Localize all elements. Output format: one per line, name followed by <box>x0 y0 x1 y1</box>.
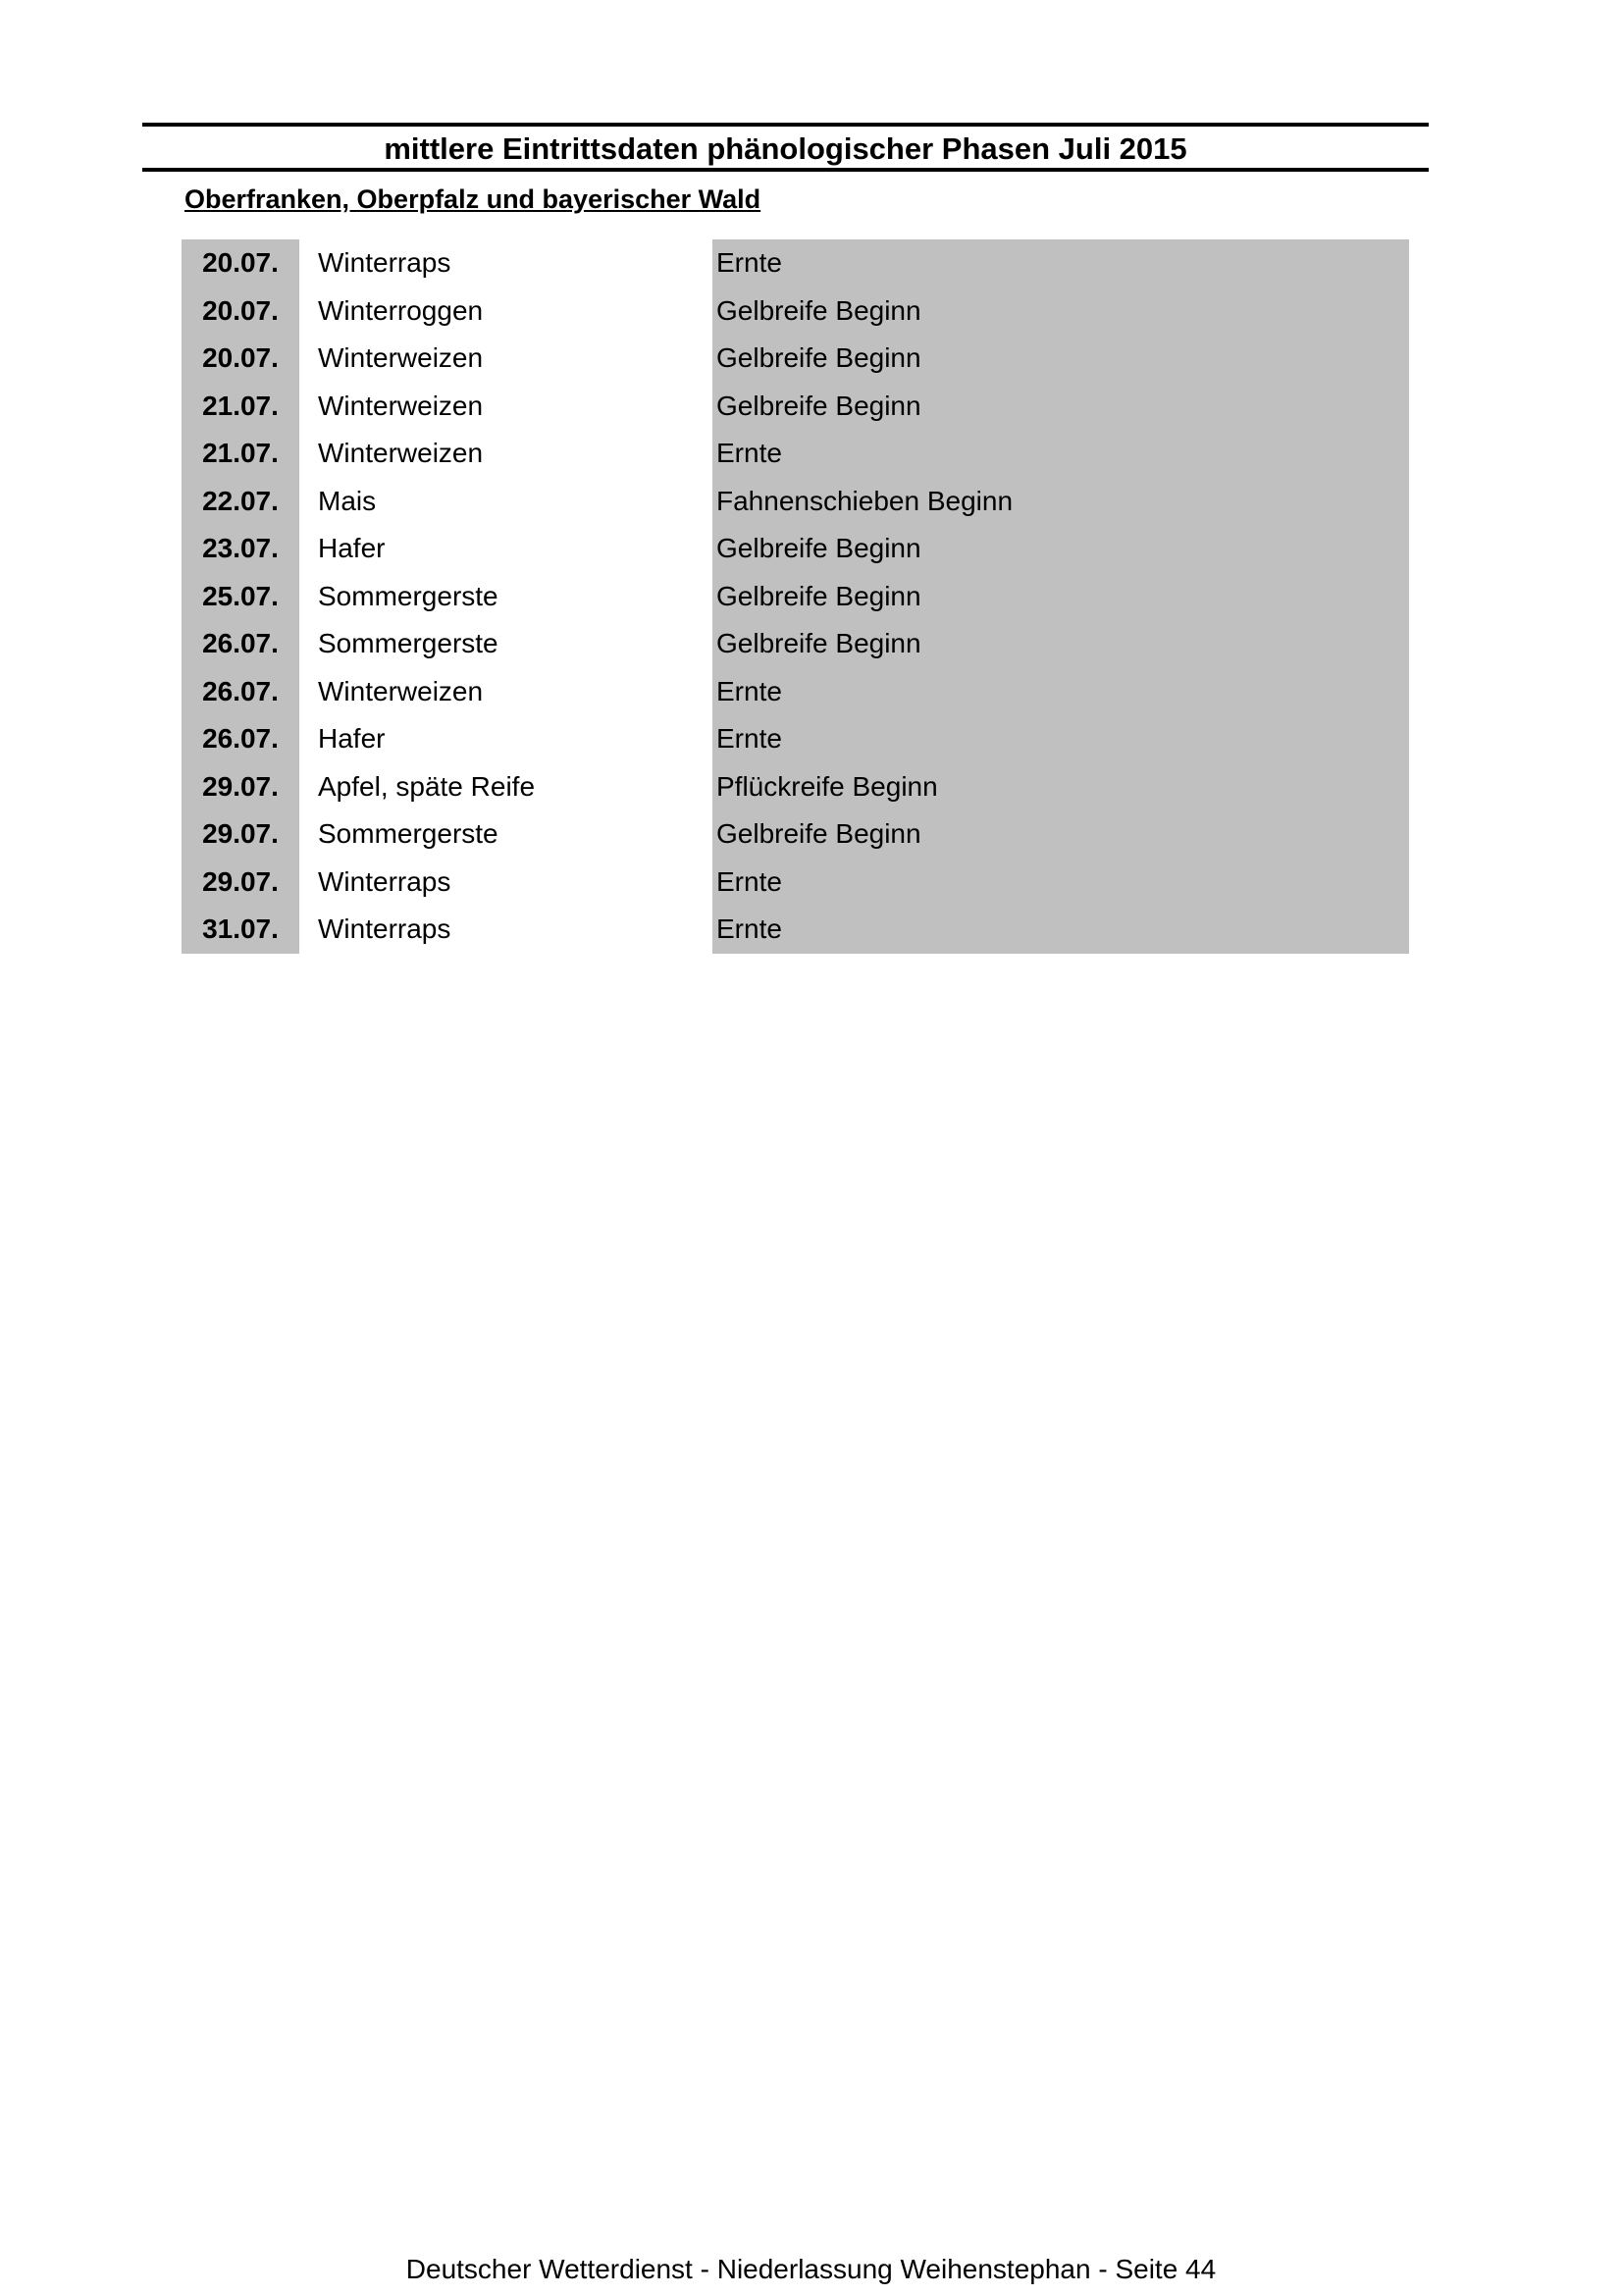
table-row <box>0 859 1622 907</box>
page-footer: Deutscher Wetterdienst - Niederlassung Weihenstephan - Seite 44 <box>405 2254 1217 2284</box>
phase-cell: Gelbreife Beginn <box>716 628 921 658</box>
phase-cell: Pflückreife Beginn <box>716 770 938 802</box>
date-cell: 29.07. <box>202 818 279 849</box>
page-title: mittlere Eintrittsdaten phänologischer Phasen Juli 2015 <box>384 131 1187 166</box>
phenology-table <box>0 239 1622 954</box>
table-row <box>0 763 1622 811</box>
table-row <box>0 620 1622 668</box>
table-row <box>0 668 1622 716</box>
table-row <box>0 573 1622 621</box>
table-row <box>0 287 1622 336</box>
date-cell: 23.07. <box>202 533 279 563</box>
date-cell: 20.07. <box>202 294 279 326</box>
date-cell: 29.07. <box>202 865 279 897</box>
date-cell: 26.07. <box>202 628 279 658</box>
plant-cell: Winterraps <box>318 865 451 897</box>
phase-cell: Ernte <box>716 247 782 278</box>
phase-cell: Ernte <box>716 438 782 468</box>
table-row <box>0 810 1622 859</box>
plant-cell: Sommergerste <box>318 628 498 658</box>
phase-cell: Gelbreife Beginn <box>716 533 921 563</box>
date-cell: 21.07. <box>202 438 279 468</box>
plant-cell: Sommergerste <box>318 580 498 611</box>
date-cell: 25.07. <box>202 580 279 611</box>
phase-cell: Gelbreife Beginn <box>716 294 921 326</box>
date-cell: 26.07. <box>202 675 279 706</box>
plant-cell: Sommergerste <box>318 818 498 849</box>
table-row <box>0 239 1622 287</box>
plant-cell: Hafer <box>318 723 386 754</box>
date-cell: 31.07. <box>202 913 279 944</box>
plant-cell: Winterweizen <box>318 390 484 421</box>
phase-cell: Gelbreife Beginn <box>716 580 921 611</box>
phase-cell: Ernte <box>716 723 782 754</box>
region-title: Oberfranken, Oberpfalz und bayerischer Wald <box>184 184 761 214</box>
plant-cell: Winterweizen <box>318 342 484 373</box>
phase-cell: Gelbreife Beginn <box>716 390 921 421</box>
phase-cell: Gelbreife Beginn <box>716 818 921 849</box>
table-row <box>0 525 1622 573</box>
page-header <box>142 123 1429 172</box>
phase-cell: Ernte <box>716 675 782 706</box>
date-cell: 20.07. <box>202 247 279 278</box>
date-cell: 22.07. <box>202 485 279 516</box>
date-cell: 21.07. <box>202 390 279 421</box>
plant-cell: Winterraps <box>318 913 451 944</box>
plant-cell: Winterraps <box>318 247 451 278</box>
date-cell: 26.07. <box>202 723 279 754</box>
date-cell: 20.07. <box>202 342 279 373</box>
table-row <box>0 478 1622 526</box>
table-row <box>0 715 1622 763</box>
plant-cell: Apfel, späte Reife <box>318 770 536 802</box>
phase-cell: Ernte <box>716 913 782 944</box>
table-row <box>0 906 1622 954</box>
table-row <box>0 383 1622 431</box>
plant-cell: Mais <box>318 485 377 516</box>
plant-cell: Winterweizen <box>318 675 484 706</box>
phase-cell: Ernte <box>716 865 782 897</box>
phase-cell: Gelbreife Beginn <box>716 342 921 373</box>
plant-cell: Winterweizen <box>318 438 484 468</box>
table-row <box>0 430 1622 478</box>
plant-cell: Winterroggen <box>318 294 484 326</box>
phase-cell: Fahnenschieben Beginn <box>716 485 1014 516</box>
date-cell: 29.07. <box>202 770 279 802</box>
plant-cell: Hafer <box>318 533 386 563</box>
table-row <box>0 335 1622 383</box>
